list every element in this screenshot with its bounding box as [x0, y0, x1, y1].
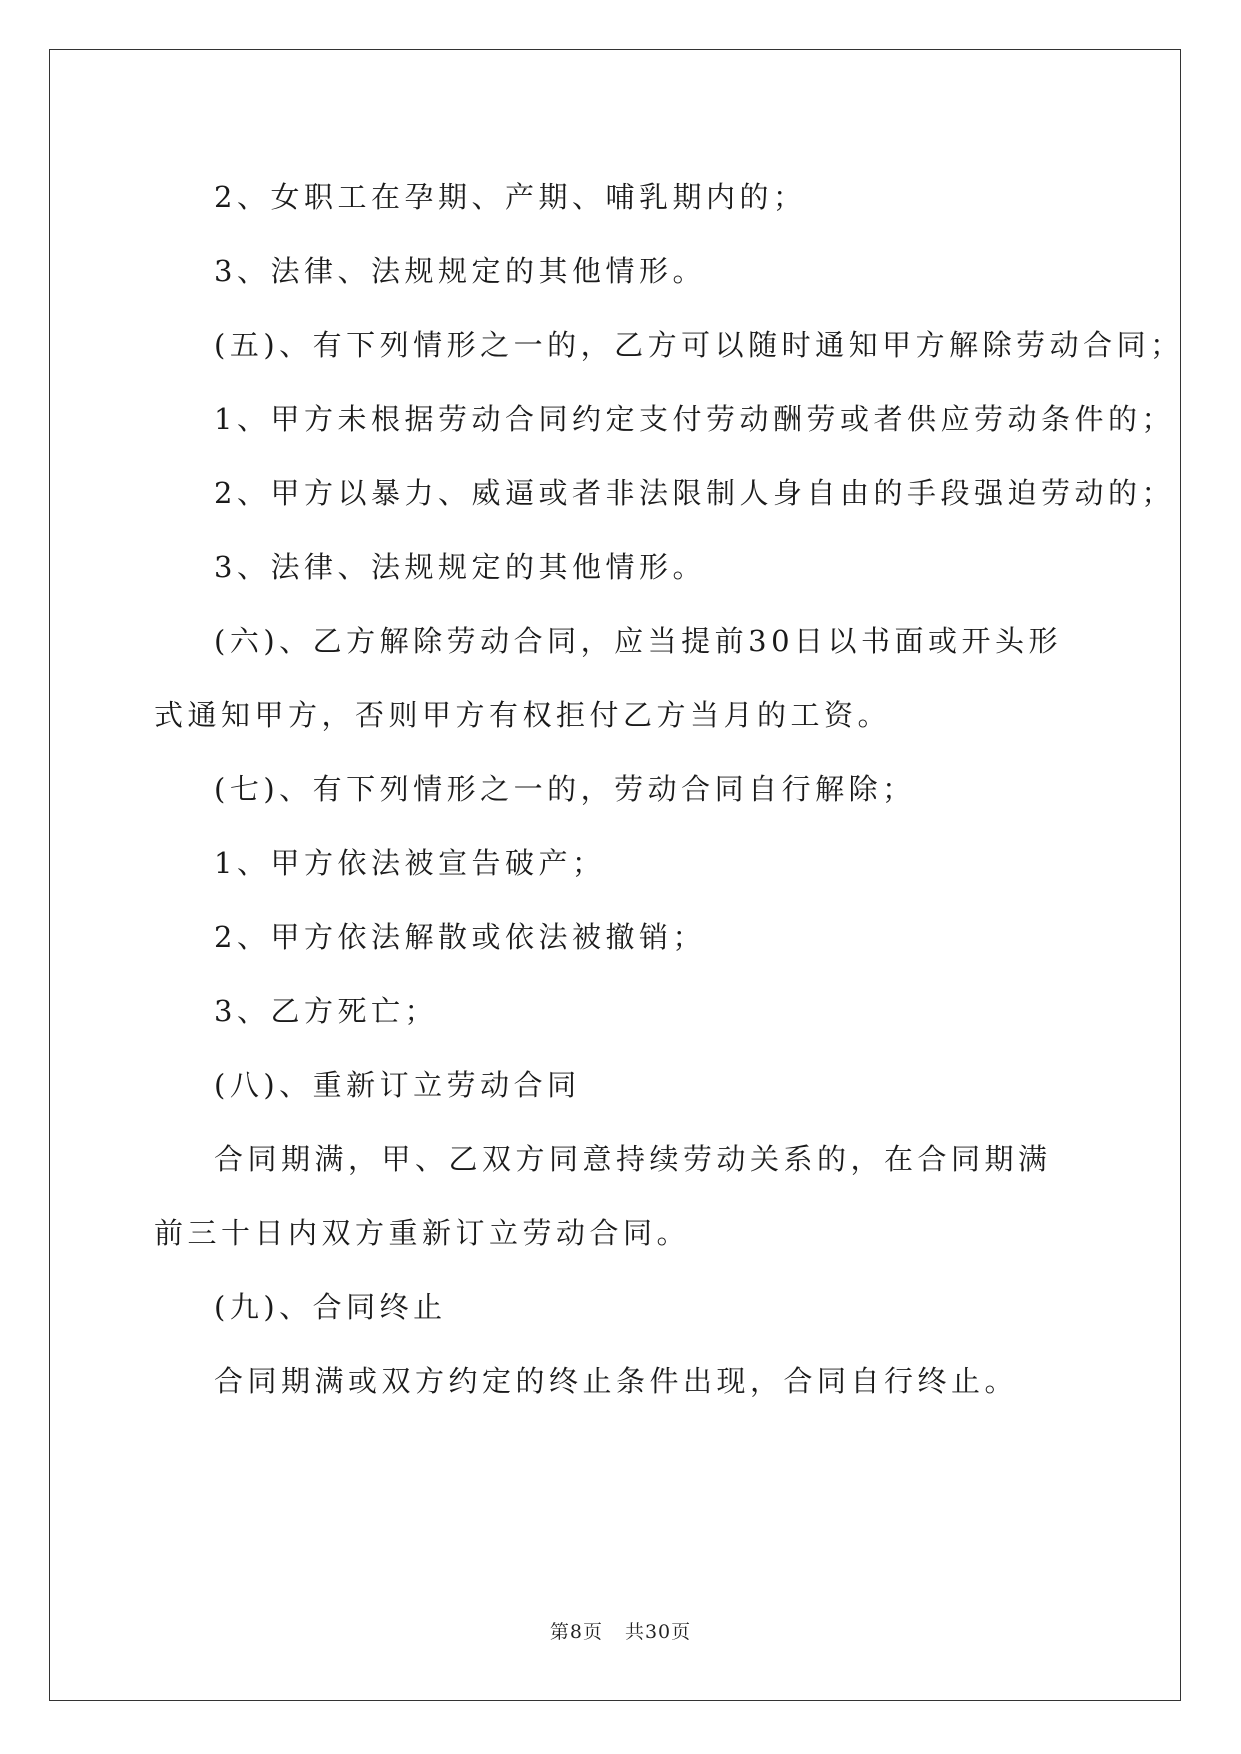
- paragraph: (七)、有下列情形之一的，劳动合同自行解除；: [214, 772, 916, 806]
- paragraph: (九)、合同终止: [214, 1290, 447, 1324]
- paragraph: 合同期满或双方约定的终止条件出现，合同自行终止。: [214, 1364, 1019, 1398]
- page-number: 第8页: [549, 1621, 603, 1643]
- paragraph: 1、甲方未根据劳动合同约定支付劳动酬劳或者供应劳动条件的；: [214, 402, 1175, 436]
- document-body: [154, 160, 1184, 1418]
- paragraph: (五)、有下列情形之一的，乙方可以随时通知甲方解除劳动合同；: [214, 328, 1184, 362]
- paragraph: 1、甲方依法被宣告破产；: [214, 846, 606, 880]
- paragraph: 2、甲方依法解散或依法被撤销；: [214, 920, 706, 954]
- paragraph: 合同期满，甲、乙双方同意持续劳动关系的，在合同期满前三十日内双方重新订立劳动合同。: [154, 1142, 1052, 1250]
- paragraph: 3、法律、法规规定的其他情形。: [214, 254, 706, 288]
- paragraph: (六)、乙方解除劳动合同，应当提前30日以书面或开头形式通知甲方，否则甲方有权拒付乙方当月的工资。: [154, 624, 1063, 732]
- page-footer: [0, 1617, 1241, 1644]
- paragraph: 3、法律、法规规定的其他情形。: [214, 550, 706, 584]
- paragraph: 2、女职工在孕期、产期、哺乳期内的；: [214, 180, 807, 214]
- page-total: 共30页: [624, 1621, 692, 1643]
- paragraph: 2、甲方以暴力、威逼或者非法限制人身自由的手段强迫劳动的；: [214, 476, 1175, 510]
- paragraph: 3、乙方死亡；: [214, 994, 438, 1028]
- paragraph: (八)、重新订立劳动合同: [214, 1068, 581, 1102]
